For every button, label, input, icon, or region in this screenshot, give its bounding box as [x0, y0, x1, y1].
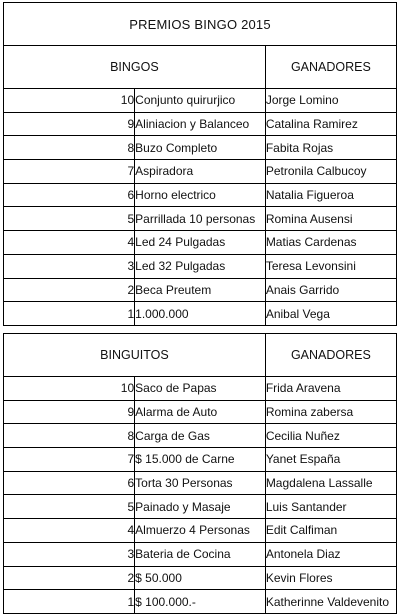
rank-cell: 8 — [4, 136, 135, 160]
prize-cell: $ 50.000 — [135, 566, 266, 590]
prize-cell: Buzo Completo — [135, 136, 266, 160]
table-row — [4, 471, 396, 495]
prize-cell: Led 32 Pulgadas — [135, 254, 266, 278]
table-row — [4, 89, 396, 113]
winner-cell: Kevin Flores — [265, 566, 396, 590]
page-title: PREMIOS BINGO 2015 — [4, 3, 396, 46]
bingos-header-winner: GANADORES — [290, 60, 371, 74]
winner-cell: Anibal Vega — [265, 302, 396, 325]
prize-cell: Aliniacion y Balanceo — [135, 112, 266, 136]
winner-cell: Anais Garrido — [265, 278, 396, 302]
winner-cell: Yanet España — [265, 448, 396, 472]
winner-cell: Romina zabersa — [265, 400, 396, 424]
table-row — [4, 495, 396, 519]
rank-cell: 4 — [4, 519, 135, 543]
rank-cell: 5 — [4, 207, 135, 231]
table-row — [4, 183, 396, 207]
table-row — [4, 254, 396, 278]
prize-cell: Carga de Gas — [135, 424, 266, 448]
prize-cell: Conjunto quirurjico — [135, 89, 266, 113]
winner-cell: Petronila Calbucoy — [265, 160, 396, 184]
winner-cell: Katherinne Valdevenito — [265, 590, 396, 613]
winner-cell: Matias Cardenas — [265, 231, 396, 255]
bingos-table — [4, 46, 396, 325]
rank-cell: 10 — [4, 377, 135, 401]
rank-cell: 7 — [4, 160, 135, 184]
prize-cell: $ 100.000.- — [135, 590, 266, 613]
table-row — [4, 424, 396, 448]
binguitos-table — [4, 334, 396, 613]
prize-cell: Painado y Masaje — [135, 495, 266, 519]
prize-cell: Horno electrico — [135, 183, 266, 207]
winner-cell: Fabita Rojas — [265, 136, 396, 160]
prize-cell: Aspiradora — [135, 160, 266, 184]
prize-cell: Beca Preutem — [135, 278, 266, 302]
rank-cell: 3 — [4, 254, 135, 278]
table-row — [4, 519, 396, 543]
table-row — [4, 231, 396, 255]
table-row — [4, 207, 396, 231]
rank-cell: 2 — [4, 278, 135, 302]
table-row — [4, 377, 396, 401]
winner-cell: Romina Ausensi — [265, 207, 396, 231]
winner-cell: Catalina Ramirez — [265, 112, 396, 136]
prize-cell: Led 24 Pulgadas — [135, 231, 266, 255]
binguitos-section — [3, 333, 397, 614]
rank-cell: 7 — [4, 448, 135, 472]
winner-cell: Cecilia Nuñez — [265, 424, 396, 448]
prize-cell: $ 15.000 de Carne — [135, 448, 266, 472]
table-row — [4, 160, 396, 184]
prize-cell: Parrillada 10 personas — [135, 207, 266, 231]
table-row — [4, 278, 396, 302]
winner-cell: Luis Santander — [265, 495, 396, 519]
table-row — [4, 448, 396, 472]
rank-cell: 4 — [4, 231, 135, 255]
bingos-header-row — [4, 46, 396, 89]
binguitos-header-row — [4, 334, 396, 377]
bingos-header-prize: BINGOS — [4, 46, 265, 89]
prize-cell: Bateria de Cocina — [135, 542, 266, 566]
winner-cell: Magdalena Lassalle — [265, 471, 396, 495]
table-row — [4, 542, 396, 566]
prize-cell: 1.000.000 — [135, 302, 266, 325]
binguitos-header-prize: BINGUITOS — [4, 334, 265, 377]
rank-cell: 1 — [4, 590, 135, 613]
rank-cell: 9 — [4, 112, 135, 136]
prize-cell: Saco de Papas — [135, 377, 266, 401]
prize-cell: Almuerzo 4 Personas — [135, 519, 266, 543]
rank-cell: 8 — [4, 424, 135, 448]
table-row — [4, 112, 396, 136]
rank-cell: 5 — [4, 495, 135, 519]
binguitos-header-winner: GANADORES — [290, 348, 371, 362]
rank-cell: 1 — [4, 302, 135, 325]
winner-cell: Teresa Levonsini — [265, 254, 396, 278]
rank-cell: 2 — [4, 566, 135, 590]
table-row — [4, 400, 396, 424]
bingos-section — [3, 2, 397, 326]
rank-cell: 3 — [4, 542, 135, 566]
winner-cell: Edit Calfiman — [265, 519, 396, 543]
rank-cell: 6 — [4, 471, 135, 495]
rank-cell: 10 — [4, 89, 135, 113]
table-row — [4, 136, 396, 160]
winner-cell: Natalia Figueroa — [265, 183, 396, 207]
winner-cell: Jorge Lomino — [265, 89, 396, 113]
winner-cell: Frida Aravena — [265, 377, 396, 401]
prize-cell: Alarma de Auto — [135, 400, 266, 424]
table-row — [4, 590, 396, 613]
winner-cell: Antonela Diaz — [265, 542, 396, 566]
prize-cell: Torta 30 Personas — [135, 471, 266, 495]
rank-cell: 9 — [4, 400, 135, 424]
rank-cell: 6 — [4, 183, 135, 207]
table-row — [4, 302, 396, 325]
table-row — [4, 566, 396, 590]
